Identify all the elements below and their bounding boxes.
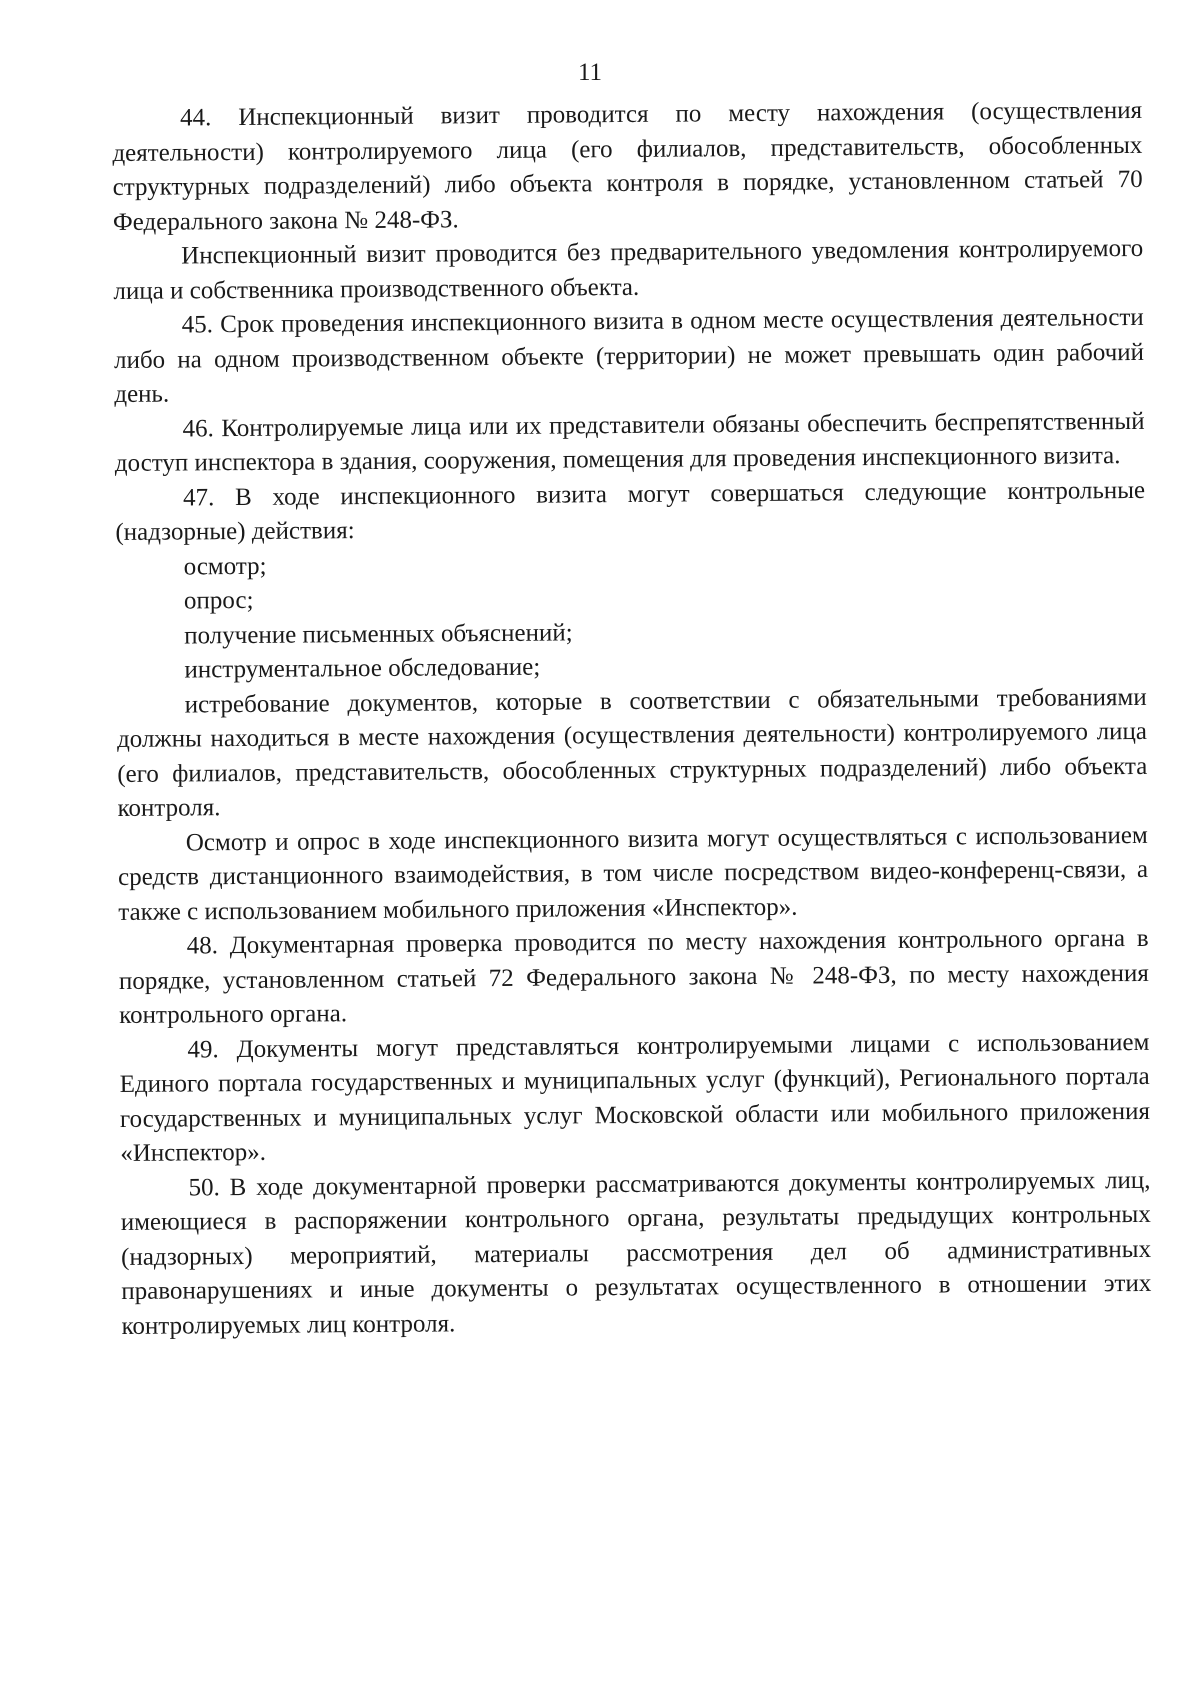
page-number: 11 — [577, 59, 603, 86]
paragraph-47: 47. В ходе инспекционного визита могут совершаться следующие контрольные (надзорные) действия: — [115, 476, 1146, 546]
paragraph-48: 48. Документарная проверка проводится по месту нахождения контрольного органа в порядке, установленном статьей 72 Федерального закона № 248-ФЗ, по месту нахождения контрольного органа. — [118, 924, 1149, 1029]
paragraph-49: 49. Документы могут представляться контролируемыми лицами с использованием Единого портала государственных и муниципальных услуг (функций), Регионального портала государственных и муниципальных услуг Московской области или мобильного приложения «Инспектор». — [119, 1028, 1151, 1167]
list-item-inspection: осмотр; — [183, 552, 267, 580]
list-item-written-explanations: получение письменных объяснений; — [184, 618, 573, 649]
paragraph-remote-interaction: Осмотр и опрос в ходе инспекционного визита могут осуществляться с использованием средств дистанционного взаимодействия, в том числе посредством видео-конференц-связи, а также с использованием мобильного приложения «Инспектор». — [117, 821, 1149, 926]
list-item-instrumental-examination: инструментальное обследование; — [184, 653, 541, 684]
paragraph-44: 44. Инспекционный визит проводится по месту нахождения (осуществления деятельности) контролируемого лица (его филиалов, представительств, обособленных структурных подразделений) либо объекта контроля в порядке, установленном статьей 70 Федерального закона № 248-ФЗ. — [112, 96, 1143, 236]
paragraph-45: 45. Срок проведения инспекционного визита в одном месте осуществления деятельности либо на одном производственном объекте (территории) не может превышать один рабочий день. — [113, 303, 1145, 408]
paragraph-46: 46. Контролируемые лица или их представители обязаны обеспечить беспрепятственный доступ инспектора в здания, сооружения, помещения для проведения инспекционного визита. — [114, 407, 1145, 477]
paragraph-44-notice: Инспекционный визит проводится без предварительного уведомления контролируемого лица и собственника производственного объекта. — [113, 234, 1144, 305]
document-body — [112, 94, 1152, 1344]
list-item-survey: опрос; — [183, 586, 254, 615]
paragraph-50: 50. В ходе документарной проверки рассматриваются документы контролируемых лиц, имеющиеся в распоряжении контрольного органа, результаты предыдущих контрольных (надзорных) мероприятий, материалы рассмотрения дел об административных правонарушениях и иные документы о результатах осуществленного в отношении этих контролируемых лиц контроля. — [120, 1166, 1152, 1340]
list-item-document-request: истребование документов, которые в соответствии с обязательными требованиями должны находиться в месте нахождения (осуществления деятельности) контролируемого лица (его филиалов, представительств, обособленных структурных подразделений) либо объекта контроля. — [116, 683, 1148, 822]
